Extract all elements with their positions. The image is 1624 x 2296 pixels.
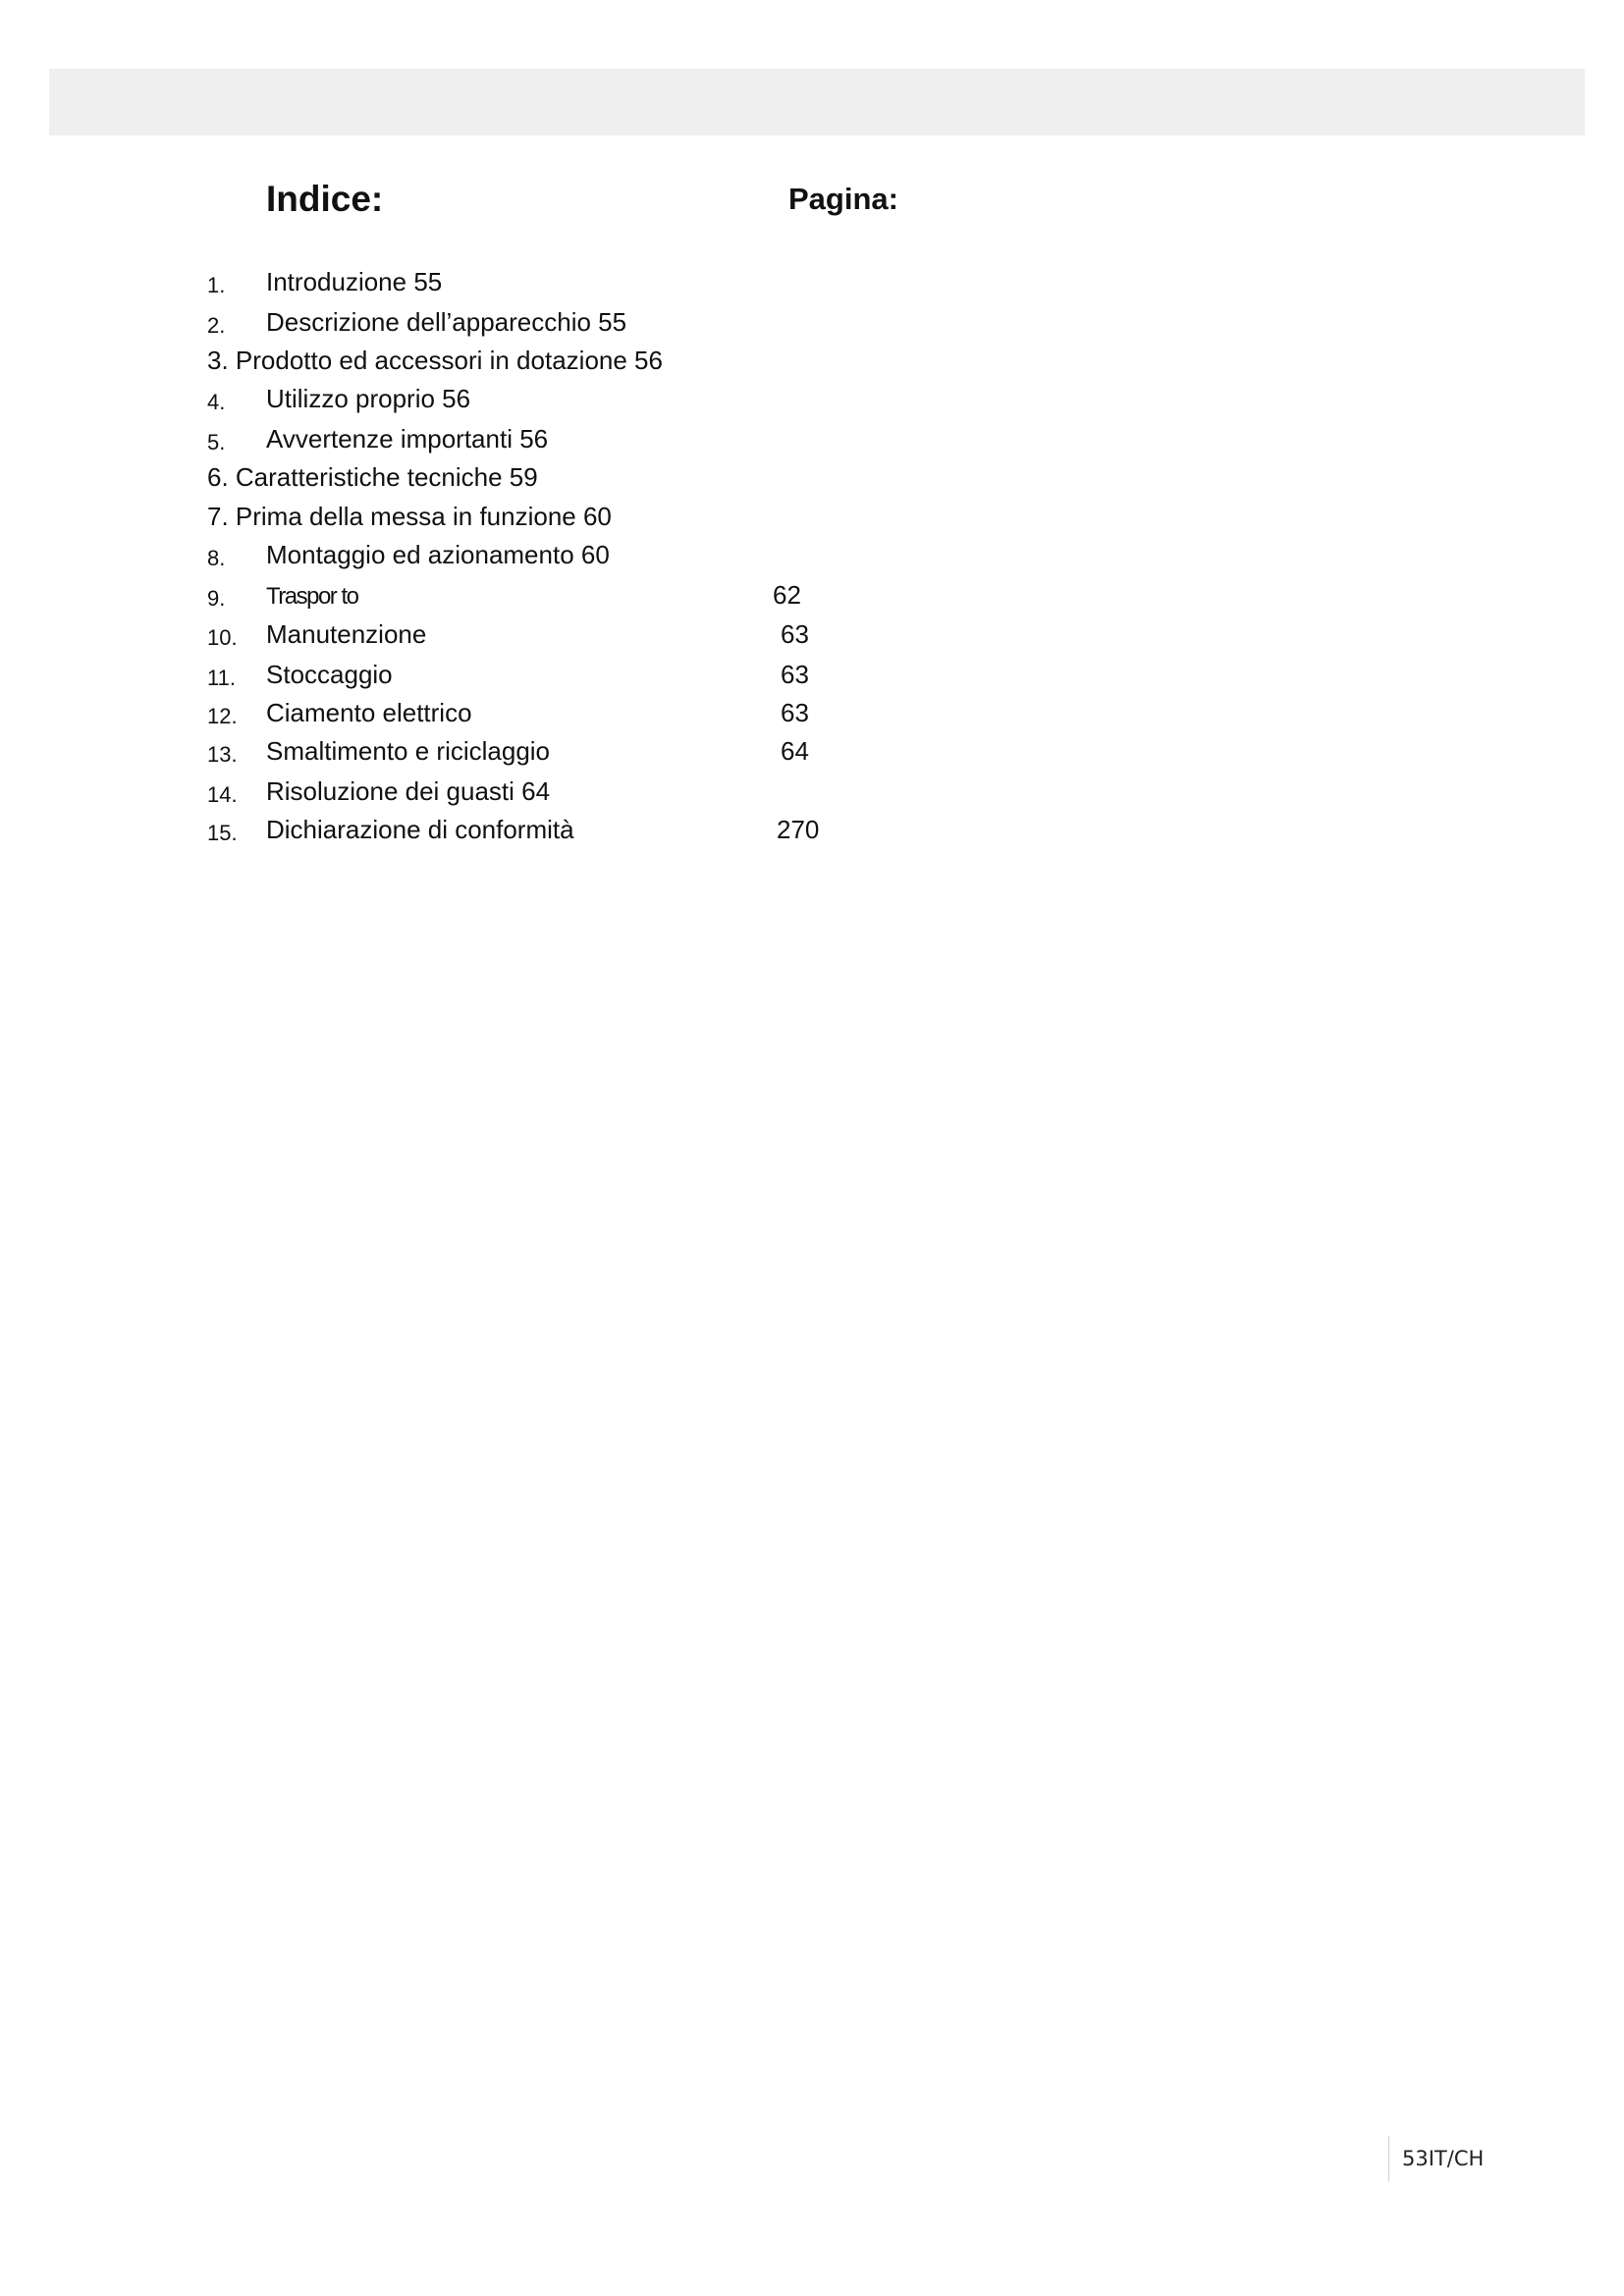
toc-entry-10[interactable] — [0, 619, 1624, 659]
header-band — [49, 69, 1585, 135]
toc-number: 8. — [207, 546, 226, 570]
toc-page: 64 — [781, 736, 809, 766]
toc-number: 5. — [207, 430, 226, 454]
toc-number: 11. — [207, 666, 236, 690]
toc-entry-4[interactable] — [0, 384, 1624, 423]
footer-divider — [1388, 2136, 1389, 2181]
index-heading: Indice: — [266, 179, 384, 219]
toc-entry-9[interactable] — [0, 580, 1624, 619]
toc-entry-15[interactable] — [0, 815, 1624, 854]
toc-number: 12. — [207, 704, 238, 728]
toc-number: 2. — [207, 313, 226, 338]
toc-title: Ciamento elettrico — [266, 698, 472, 727]
toc-number: 10. — [207, 625, 238, 650]
toc-entry-5[interactable] — [0, 424, 1624, 463]
toc-title: Utilizzo proprio 56 — [266, 384, 471, 413]
toc-title: Smaltimento e riciclaggio — [266, 736, 551, 766]
toc-entry-3[interactable] — [0, 346, 1624, 385]
toc-entry-7[interactable] — [0, 502, 1624, 541]
toc-title: Risoluzione dei guasti 64 — [266, 776, 551, 806]
toc-number: 1. — [207, 273, 226, 297]
toc-title: Traspor to — [266, 583, 358, 610]
toc-page: 62 — [773, 580, 801, 610]
toc-number: 13. — [207, 742, 238, 767]
toc-entry-6[interactable] — [0, 462, 1624, 502]
toc-entry-11[interactable] — [0, 660, 1624, 699]
toc-title: 7. Prima della messa in funzione 60 — [207, 502, 612, 531]
footer-page-label: 53IT/CH — [1402, 2147, 1485, 2170]
toc-entry-14[interactable] — [0, 776, 1624, 816]
toc-number: 4. — [207, 390, 226, 414]
toc-entry-2[interactable] — [0, 307, 1624, 347]
toc-title: 6. Caratteristiche tecniche 59 — [207, 462, 538, 492]
toc-page: 63 — [781, 698, 809, 727]
toc-entry-13[interactable] — [0, 736, 1624, 775]
toc-entry-8[interactable] — [0, 540, 1624, 579]
toc-title: Avvertenze importanti 56 — [266, 424, 549, 454]
page-heading: Pagina: — [788, 182, 898, 216]
toc-page: 270 — [777, 815, 820, 844]
toc-title: Montaggio ed azionamento 60 — [266, 540, 610, 569]
toc-title: Manutenzione — [266, 619, 427, 649]
toc-entry-12[interactable] — [0, 698, 1624, 737]
toc-title: 3. Prodotto ed accessori in dotazione 56 — [207, 346, 663, 375]
toc-title: Stoccaggio — [266, 660, 393, 689]
toc-page: 63 — [781, 660, 809, 689]
toc-page: 63 — [781, 619, 809, 649]
toc-entry-1[interactable] — [0, 267, 1624, 306]
toc-title: Dichiarazione di conformità — [266, 815, 574, 844]
toc-number: 15. — [207, 821, 238, 845]
toc-title: Descrizione dell’apparecchio 55 — [266, 307, 627, 337]
toc-number: 14. — [207, 782, 238, 807]
toc-title: Introduzione 55 — [266, 267, 443, 296]
toc-number: 9. — [207, 586, 226, 611]
